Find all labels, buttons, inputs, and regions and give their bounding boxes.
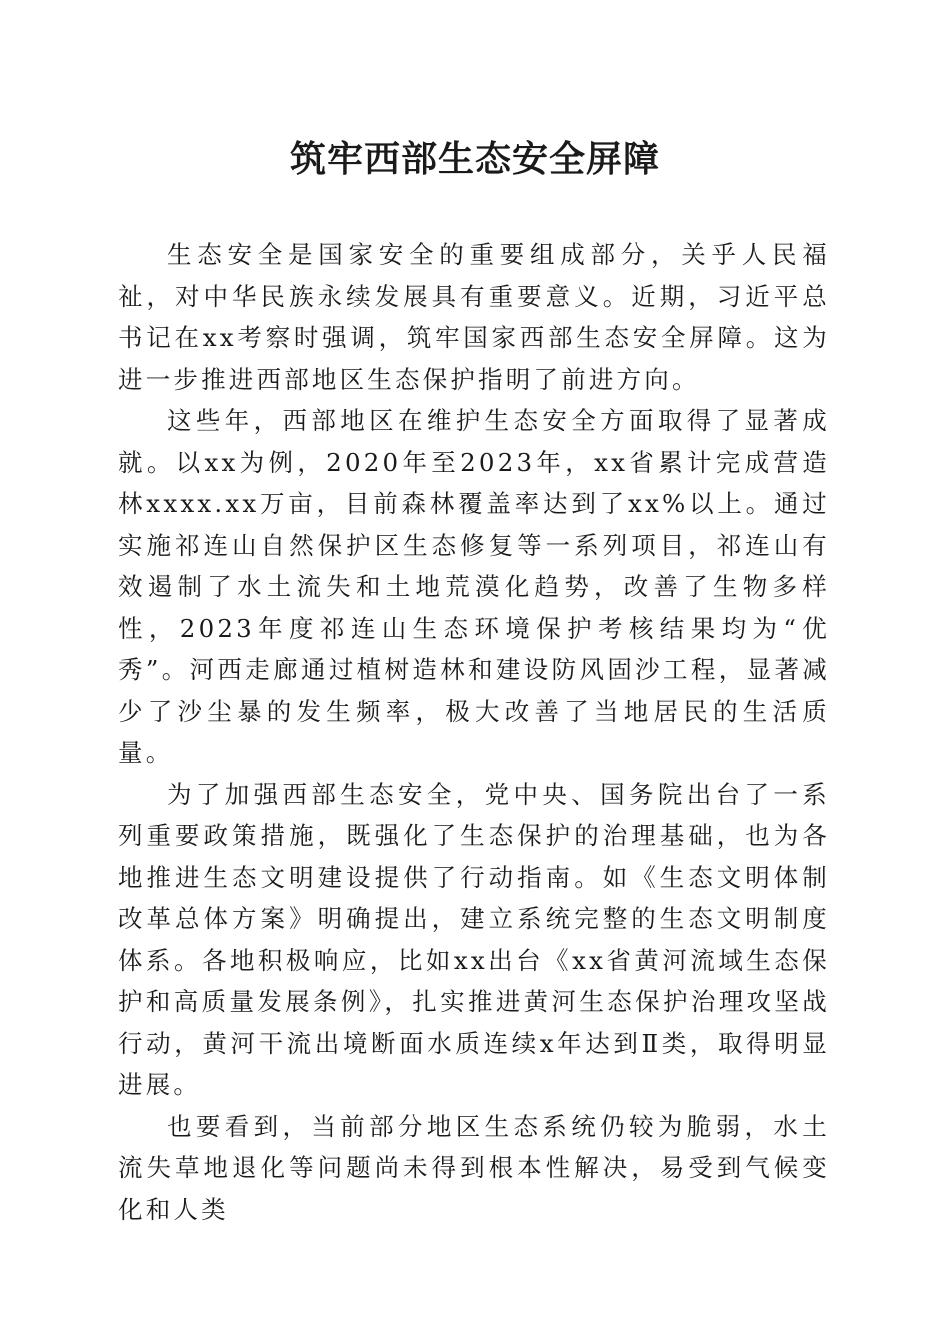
paragraph-2: 这些年，西部地区在维护生态安全方面取得了显著成就。以xx为例，2020年至2023年，xx省累计完成营造林xxxx.xx万亩，目前森林覆盖率达到了xx%以上。通过实施祁连山自然保护区生态修复等一系列项目，祁连山有效遏制了水土流失和土地荒漠化趋势，改善了生物多样性，2023年度祁连山生态环境保护考核结果均为“优秀”。河西走廊通过植树造林和建设防风固沙工程，显著减少了沙尘暴的发生频率，极大改善了当地居民的生活质量。 xyxy=(118,406,830,767)
document-title: 筑牢西部生态安全屏障 xyxy=(289,138,660,180)
document-body xyxy=(118,234,830,1230)
paragraph-4: 也要看到，当前部分地区生态系统仍较为脆弱，水土流失草地退化等问题尚未得到根本性解决，易受到气候变化和人类 xyxy=(118,1111,830,1224)
paragraph-1: 生态安全是国家安全的重要组成部分，关乎人民福祉，对中华民族永续发展具有重要意义。近期，习近平总书记在xx考察时强调，筑牢国家西部生态安全屏障。这为进一步推进西部地区生态保护指明了前进方向。 xyxy=(118,240,830,394)
paragraph-3: 为了加强西部生态安全，党中央、国务院出台了一系列重要政策措施，既强化了生态保护的治理基础，也为各地推进生态文明建设提供了行动指南。如《生态文明体制改革总体方案》明确提出，建立系统完整的生态文明制度体系。各地积极响应，比如xx出台《xx省黄河流域生态保护和高质量发展条例》，扎实推进黄河生态保护治理攻坚战行动，黄河干流出境断面水质连续x年达到Ⅱ类，取得明显进展。 xyxy=(118,779,830,1099)
